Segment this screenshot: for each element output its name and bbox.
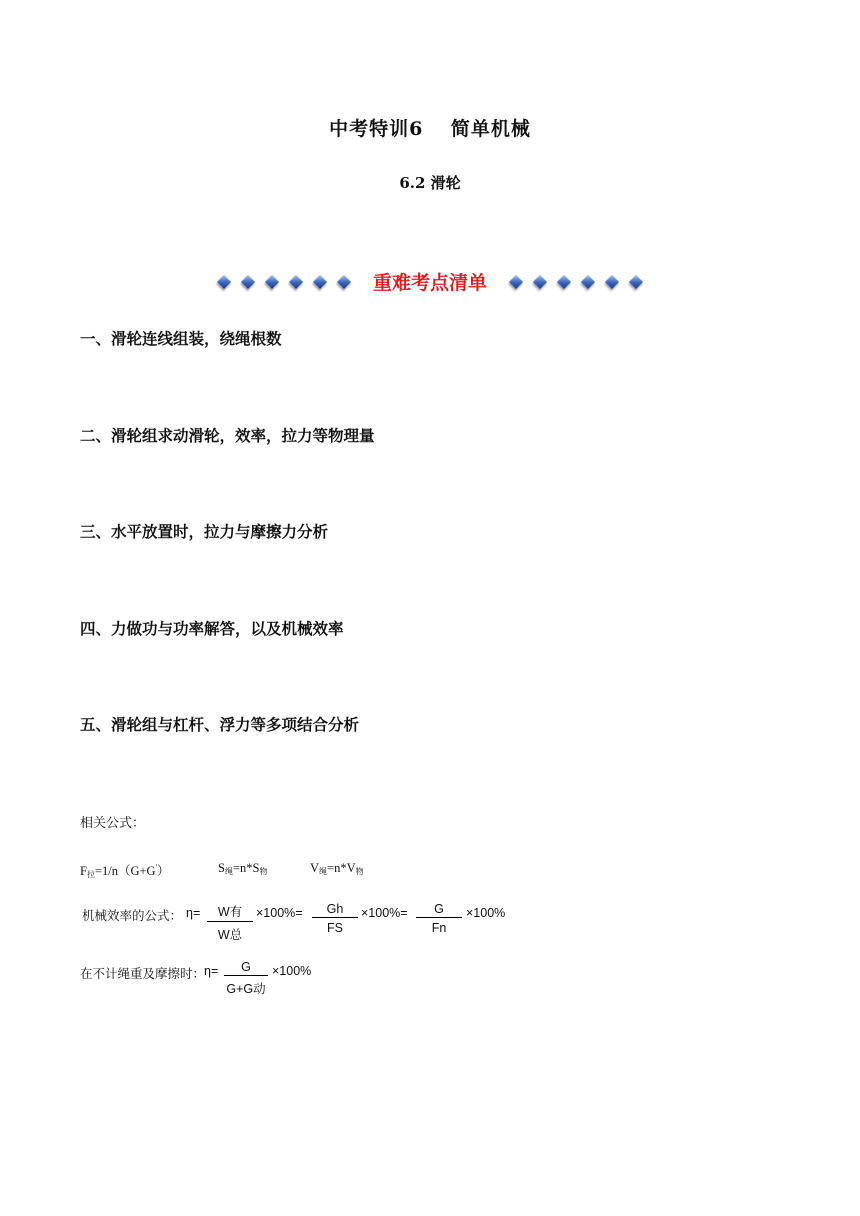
- percent-multiplier: ×100%: [272, 964, 312, 978]
- diamond-icon: [509, 274, 523, 288]
- diamond-icon: [217, 274, 231, 288]
- key-points-banner: [0, 268, 860, 295]
- formula-rope-speed: $V_绳=n*V_物$: [310, 861, 364, 876]
- page-subtitle: 6.2 滑轮: [399, 174, 461, 192]
- diamond-icon: [629, 274, 643, 288]
- diamond-icon: [289, 274, 303, 288]
- banner-title: 重难考点清单: [372, 272, 487, 294]
- efficiency-label: 机械效率的公式：: [82, 908, 183, 923]
- ignore-friction-label: 在不计绳重及摩擦时：: [80, 966, 206, 981]
- eta-symbol: η=: [204, 964, 219, 978]
- fraction-gh-fs: $\frac{Gh}{FS}$: [312, 902, 358, 935]
- fraction-g-fn: $\frac{G}{Fn}$: [416, 902, 462, 935]
- diamond-icon: [605, 274, 619, 288]
- percent-multiplier: ×100%=: [256, 906, 303, 920]
- section-heading-4: 四、力做功与功率解答，以及机械效率: [80, 619, 344, 638]
- diamond-icon: [337, 274, 351, 288]
- section-heading-2: 二、滑轮组求动滑轮，效率，拉力等物理量: [80, 426, 375, 445]
- diamond-icon: [313, 274, 327, 288]
- diamond-icon: [581, 274, 595, 288]
- section-heading-1: 一、滑轮连线组装，绕绳根数: [80, 329, 282, 348]
- diamond-icon: [241, 274, 255, 288]
- formulas-label: 相关公式：: [80, 816, 146, 831]
- fraction-useful-total: W有 W总: [207, 902, 253, 943]
- diamond-icon: [533, 274, 547, 288]
- fraction-g-total: G G+G动: [224, 960, 268, 997]
- page-title: 中考特训6 简单机械: [329, 118, 531, 140]
- formula-rope-distance: $S_绳=n*S_物$: [218, 861, 268, 876]
- section-heading-5: 五、滑轮组与杠杆、浮力等多项结合分析: [80, 715, 360, 734]
- eta-symbol: η=: [186, 906, 201, 920]
- left-diamonds: [212, 271, 361, 290]
- right-diamonds: [504, 271, 648, 290]
- diamond-icon: [557, 274, 571, 288]
- formula-pull-force: $F_拉=1/n(G+G')$: [80, 862, 170, 879]
- percent-multiplier: ×100%=: [361, 906, 408, 920]
- section-heading-3: 三、水平放置时，拉力与摩擦力分析: [80, 522, 329, 541]
- percent-multiplier: ×100%: [466, 906, 506, 920]
- diamond-icon: [265, 274, 279, 288]
